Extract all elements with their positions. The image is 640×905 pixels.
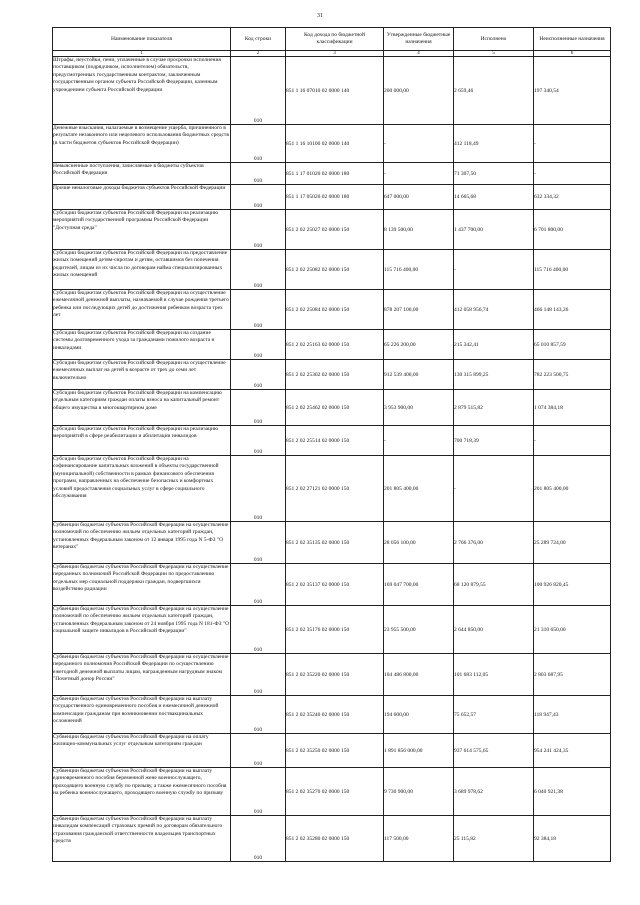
cell-approved: - (384, 163, 454, 185)
table-row (53, 816, 611, 862)
column-number: 6 (534, 51, 611, 57)
cell-unexecuted: 21 310 650,00 (534, 606, 611, 654)
table-row (53, 564, 611, 606)
cell-line-code: 010 (231, 210, 286, 250)
cell-line-code: 010 (231, 163, 286, 185)
table-row (53, 210, 611, 250)
cell-budget-code: 851 2 02 35250 02 0000 150 (286, 734, 384, 768)
cell-executed: 130 315 899,25 (454, 360, 534, 390)
table-row (53, 185, 611, 210)
table-row (53, 734, 611, 768)
cell-executed: 25 115,82 (454, 816, 534, 862)
header-code: Код строки (231, 28, 286, 51)
cell-executed: 101 683 112,05 (454, 654, 534, 696)
cell-name: Субсидии бюджетам субъектов Российской Федерации на реализацию мероприятий в сфере реабилитации и абилитации инвалидов (53, 426, 231, 456)
cell-executed: - (454, 456, 534, 522)
cell-approved: 647 000,00 (384, 185, 454, 210)
header-executed: Исполнено (454, 28, 534, 51)
cell-approved: 169 047 700,00 (384, 564, 454, 606)
table-row (53, 390, 611, 426)
table-row (53, 522, 611, 564)
cell-line-code: 010 (231, 185, 286, 210)
cell-unexecuted: 201 805 400,00 (534, 456, 611, 522)
table-row (53, 606, 611, 654)
cell-approved: 200 000,00 (384, 57, 454, 125)
table-row (53, 330, 611, 360)
cell-unexecuted: 6 040 921,38 (534, 768, 611, 816)
cell-line-code: 010 (231, 768, 286, 816)
table-row (53, 426, 611, 456)
column-number: 2 (231, 51, 286, 57)
cell-budget-code: 851 1 16 07010 02 0000 140 (286, 57, 384, 125)
cell-unexecuted: 100 926 820,45 (534, 564, 611, 606)
cell-approved: 117 500,00 (384, 816, 454, 862)
cell-name: Субсидии бюджетам субъектов Российской Федерации на осуществление ежемесячных выплат на детей в возрасте от трех до семи лет включительно (53, 360, 231, 390)
cell-executed: 937 614 575,65 (454, 734, 534, 768)
table-row (53, 290, 611, 330)
cell-name: Субвенции бюджетам субъектов Российской Федерации на осуществление переданных полномочий Российской Федерации по предоставлению отдельных мер социальной поддержки граждан, подвергшихся воздействию радиации (53, 564, 231, 606)
cell-name: Субсидии бюджетам субъектов Российской Федерации на софинансирование капитальных вложений в объекты государственной (муниципальной) собственности в рамках финансового обеспечения программ, направленных на обеспечение безопасных и комфортных условий предоставления социальных услуг в сфере социального обслуживания (53, 456, 231, 522)
cell-line-code: 010 (231, 125, 286, 163)
cell-approved: 115 716 400,00 (384, 250, 454, 290)
table-row (53, 696, 611, 734)
cell-approved: 1 891 856 000,00 (384, 734, 454, 768)
cell-unexecuted: 6 701 800,00 (534, 210, 611, 250)
cell-line-code: 010 (231, 654, 286, 696)
cell-executed: 700 718,39 (454, 426, 534, 456)
table-body (53, 57, 611, 862)
cell-budget-code: 851 2 02 25027 02 0000 150 (286, 210, 384, 250)
table-row (53, 250, 611, 290)
cell-approved: 23 955 500,00 (384, 606, 454, 654)
cell-unexecuted: 954 241 424,35 (534, 734, 611, 768)
cell-executed: 14 665,68 (454, 185, 534, 210)
header-unexecuted: Неисполненные назначения (534, 28, 611, 51)
cell-name: Субвенции бюджетам субъектов Российской Федерации на осуществление переданного полномочия Российской Федерации по осуществлению ежегодной денежной выплаты лицам, награжденным нагрудным знаком "Почетный донор России" (53, 654, 231, 696)
cell-approved: 194 600,00 (384, 696, 454, 734)
table-row (53, 456, 611, 522)
cell-name: Субвенции бюджетам субъектов Российской Федерации на осуществление полномочий по обеспечению жильем отдельных категорий граждан, установленных Федеральным законом от 24 ноября 1995 года N 181-ФЗ "О социальной защите инвалидов в Российской Федерации" (53, 606, 231, 654)
table-row (53, 360, 611, 390)
cell-name: Субсидии бюджетам субъектов Российской Федерации на создание системы долговременного ухода за гражданами пожилого возраста и инвалидами (53, 330, 231, 360)
cell-unexecuted: 1 074 384,18 (534, 390, 611, 426)
cell-unexecuted: 632 334,32 (534, 185, 611, 210)
cell-approved: 28 056 100,00 (384, 522, 454, 564)
cell-unexecuted: 197 340,54 (534, 57, 611, 125)
cell-approved: 8 139 500,00 (384, 210, 454, 250)
cell-unexecuted: 115 716 400,00 (534, 250, 611, 290)
cell-budget-code: 851 1 16 10100 02 0000 140 (286, 125, 384, 163)
header-bk: Код дохода по бюджетной классификации (286, 28, 384, 51)
cell-executed: 3 689 978,62 (454, 768, 534, 816)
column-number: 5 (454, 51, 534, 57)
cell-name: Штрафы, неустойки, пени, уплаченные в случае просрочки исполнения поставщиком (подрядчиком, исполнителем) обязательств, предусмотренных государственным контрактом, заключенным государственным органом субъекта Российской Федерации, казенным учреждением субъекта Российской Федерации (53, 57, 231, 125)
cell-line-code: 010 (231, 564, 286, 606)
cell-budget-code: 851 2 02 35220 02 0000 150 (286, 654, 384, 696)
cell-line-code: 010 (231, 360, 286, 390)
cell-executed: 71 307,50 (454, 163, 534, 185)
cell-name: Субсидии бюджетам субъектов Российской Федерации на осуществление ежемесячной денежной выплаты, назначаемой в случае рождения третьего ребенка или последующих детей до достижения ребенком возраста трех лет (53, 290, 231, 330)
cell-unexecuted: 25 289 724,00 (534, 522, 611, 564)
table-row (53, 654, 611, 696)
table-row (53, 163, 611, 185)
table-row (53, 768, 611, 816)
cell-budget-code: 851 2 02 25082 02 0000 150 (286, 250, 384, 290)
cell-name: Субсидии бюджетам субъектов Российской Федерации на предоставление жилых помещений детям-сиротам и детям, оставшимся без попечения родителей, лицам из их числа по договорам найма специализированных жилых помещений (53, 250, 231, 290)
cell-budget-code: 851 2 02 25302 02 0000 150 (286, 360, 384, 390)
cell-budget-code: 851 2 02 25163 02 0000 150 (286, 330, 384, 360)
cell-executed: 75 652,57 (454, 696, 534, 734)
cell-approved: 201 805 400,00 (384, 456, 454, 522)
cell-approved: 65 226 200,00 (384, 330, 454, 360)
cell-unexecuted: 2 803 687,95 (534, 654, 611, 696)
cell-budget-code: 851 1 17 05020 02 0000 180 (286, 185, 384, 210)
cell-unexecuted: 118 947,43 (534, 696, 611, 734)
cell-line-code: 010 (231, 522, 286, 564)
cell-budget-code: 851 2 02 35280 02 0000 150 (286, 816, 384, 862)
cell-name: Субсидии бюджетам субъектов Российской Федерации на реализацию мероприятий государственной программы Российской Федерации "Доступная среда" (53, 210, 231, 250)
cell-unexecuted: 782 223 500,75 (534, 360, 611, 390)
cell-unexecuted: - (534, 426, 611, 456)
cell-name: Субвенции бюджетам субъектов Российской Федерации на выплату инвалидам компенсаций страховых премий по договорам обязательного страхования гражданской ответственности владельцев транспортных средств (53, 816, 231, 862)
cell-executed: 68 120 879,55 (454, 564, 534, 606)
cell-approved: - (384, 426, 454, 456)
cell-line-code: 010 (231, 330, 286, 360)
cell-unexecuted: 466 148 143,26 (534, 290, 611, 330)
cell-approved: 878 207 100,00 (384, 290, 454, 330)
cell-line-code: 010 (231, 816, 286, 862)
cell-name: Прочие неналоговые доходы бюджетов субъектов Российской Федерации (53, 185, 231, 210)
cell-line-code: 010 (231, 696, 286, 734)
cell-budget-code: 851 2 02 35270 02 0000 150 (286, 768, 384, 816)
cell-executed: - (454, 250, 534, 290)
cell-name: Субвенции бюджетам субъектов Российской Федерации на осуществление полномочий по обеспечению жильем отдельных категорий граждан, установленных Федеральным законом от 12 января 1995 года N 5-ФЗ "О ветеранах" (53, 522, 231, 564)
cell-executed: 2 659,46 (454, 57, 534, 125)
column-number: 1 (53, 51, 231, 57)
cell-budget-code: 851 2 02 35137 02 0000 150 (286, 564, 384, 606)
cell-name: Субвенции бюджетам субъектов Российской Федерации на оплату жилищно-коммунальных услуг отдельным категориям граждан (53, 734, 231, 768)
cell-executed: 412 058 956,74 (454, 290, 534, 330)
cell-executed: 2 879 515,82 (454, 390, 534, 426)
cell-budget-code: 851 2 02 35135 02 0000 150 (286, 522, 384, 564)
cell-name: Денежные взыскания, налагаемые в возмещение ущерба, причиненного в результате незаконного или нецелевого использования бюджетных средств (в части бюджетов субъектов Российской Федерации) (53, 125, 231, 163)
cell-line-code: 010 (231, 57, 286, 125)
cell-budget-code: 851 2 02 25514 02 0000 150 (286, 426, 384, 456)
cell-approved: 912 539 400,00 (384, 360, 454, 390)
cell-approved: - (384, 125, 454, 163)
header-row (53, 28, 611, 51)
cell-name: Субвенции бюджетам субъектов Российской Федерации на выплату государственного единовременного пособия и ежемесячной денежной компенсации гражданам при возникновении поствакцинальных осложнений (53, 696, 231, 734)
cell-budget-code: 851 2 02 35176 02 0000 150 (286, 606, 384, 654)
cell-line-code: 010 (231, 290, 286, 330)
header-approved: Утвержденные бюджетные назначения (384, 28, 454, 51)
cell-approved: 104 486 800,00 (384, 654, 454, 696)
cell-line-code: 010 (231, 390, 286, 426)
cell-executed: 2 766 376,00 (454, 522, 534, 564)
cell-approved: 3 953 900,00 (384, 390, 454, 426)
cell-budget-code: 851 2 02 35240 02 0000 150 (286, 696, 384, 734)
cell-line-code: 010 (231, 250, 286, 290)
cell-unexecuted: - (534, 125, 611, 163)
cell-executed: 215 342,41 (454, 330, 534, 360)
cell-budget-code: 851 1 17 01020 02 0000 180 (286, 163, 384, 185)
header-name: Наименование показателя (53, 28, 231, 51)
cell-name: Субвенции бюджетам субъектов Российской Федерации на выплату единовременного пособия беременной жене военнослужащего, проходящего военную службу по призыву, а также ежемесячного пособия на ребенка военнослужащего, проходящего военную службу по призыву (53, 768, 231, 816)
table-row (53, 125, 611, 163)
cell-budget-code: 851 2 02 27121 02 0000 150 (286, 456, 384, 522)
budget-execution-table (52, 27, 611, 862)
column-number: 3 (286, 51, 384, 57)
cell-name: Субсидии бюджетам субъектов Российской Федерации на компенсацию отдельным категориям граждан оплаты взноса на капитальный ремонт общего имущества в многоквартирном доме (53, 390, 231, 426)
cell-line-code: 010 (231, 456, 286, 522)
page-number: 31 (317, 13, 323, 19)
cell-budget-code: 851 2 02 25084 02 0000 150 (286, 290, 384, 330)
cell-unexecuted: 92 384,18 (534, 816, 611, 862)
cell-executed: 412 118,49 (454, 125, 534, 163)
cell-line-code: 010 (231, 426, 286, 456)
cell-executed: 1 437 700,00 (454, 210, 534, 250)
cell-approved: 9 730 900,00 (384, 768, 454, 816)
table-row (53, 57, 611, 125)
cell-name: Невыясненные поступления, зачисляемые в бюджеты субъектов Российской Федерации (53, 163, 231, 185)
cell-budget-code: 851 2 02 25462 02 0000 150 (286, 390, 384, 426)
cell-line-code: 010 (231, 734, 286, 768)
cell-executed: 2 644 850,00 (454, 606, 534, 654)
cell-line-code: 010 (231, 606, 286, 654)
cell-unexecuted: 65 010 857,59 (534, 330, 611, 360)
column-number: 4 (384, 51, 454, 57)
cell-unexecuted: - (534, 163, 611, 185)
